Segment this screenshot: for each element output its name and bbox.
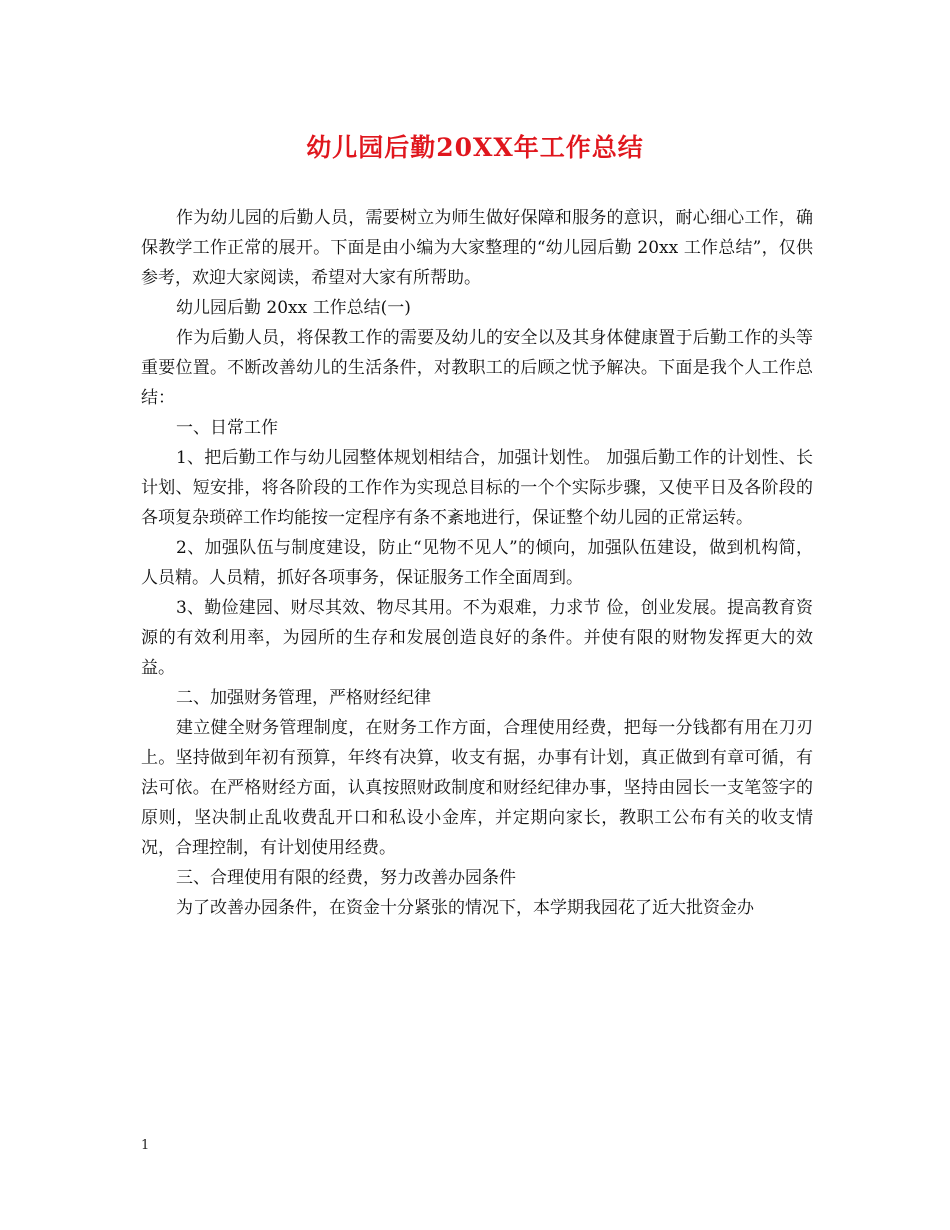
paragraph-subtitle: 幼儿园后勤 20xx 工作总结(一) — [176, 298, 411, 318]
paragraph-item-2: 2、加强队伍与制度建设，防止“见物不见人”的倾向，加强队伍建设，做到机构简，人员精。人员精，抓好各项事务，保证服务工作全面周到。 — [141, 538, 813, 588]
page-number: 1 — [141, 1138, 150, 1153]
paragraph-overview: 作为后勤人员，将保教工作的需要及幼儿的安全以及其身体健康置于后勤工作的头等重要位置。不断改善幼儿的生活条件，对教职工的后顾之忧予解决。下面是我个人工作总结： — [141, 328, 813, 408]
section-heading-funding: 三、合理使用有限的经费，努力改善办园条件 — [176, 868, 516, 888]
paragraph-funding: 为了改善办园条件，在资金十分紧张的情况下，本学期我园花了近大批资金办 — [176, 898, 754, 918]
document-body — [141, 203, 813, 923]
section-heading-daily-work: 一、日常工作 — [176, 418, 278, 438]
paragraph-item-1: 1、把后勤工作与幼儿园整体规划相结合，加强计划性。 加强后勤工作的计划性、长计划、短安排，将各阶段的工作作为实现总目标的一个个实际步骤，又使平日及各阶段的各项复杂琐碎工作均能按一定程序有条不紊地进行，保证整个幼儿园的正常运转。 — [141, 448, 813, 528]
paragraph-intro: 作为幼儿园的后勤人员，需要树立为师生做好保障和服务的意识，耐心细心工作，确保教学工作正常的展开。下面是由小编为大家整理的“幼儿园后勤 20xx 工作总结”，仅供参考，欢迎大家阅读，希望对大家有所帮助。 — [141, 208, 813, 288]
paragraph-finance: 建立健全财务管理制度，在财务工作方面，合理使用经费，把每一分钱都有用在刀刃上。坚持做到年初有预算，年终有决算，收支有据，办事有计划，真正做到有章可循，有法可依。在严格财经方面，认真按照财政制度和财经纪律办事，坚持由园长一支笔签字的原则，坚决制止乱收费乱开口和私设小金库，并定期向家长，教职工公布有关的收支情况，合理控制，有计划使用经费。 — [141, 718, 813, 858]
paragraph-item-3: 3、勤俭建园、财尽其效、物尽其用。不为艰难，力求节 俭，创业发展。提高教育资源的有效利用率，为园所的生存和发展创造良好的条件。并使有限的财物发挥更大的效益。 — [141, 598, 813, 678]
document-title: 幼儿园后勤20XX年工作总结 — [306, 133, 644, 162]
section-heading-finance: 二、加强财务管理，严格财经纪律 — [176, 688, 431, 708]
